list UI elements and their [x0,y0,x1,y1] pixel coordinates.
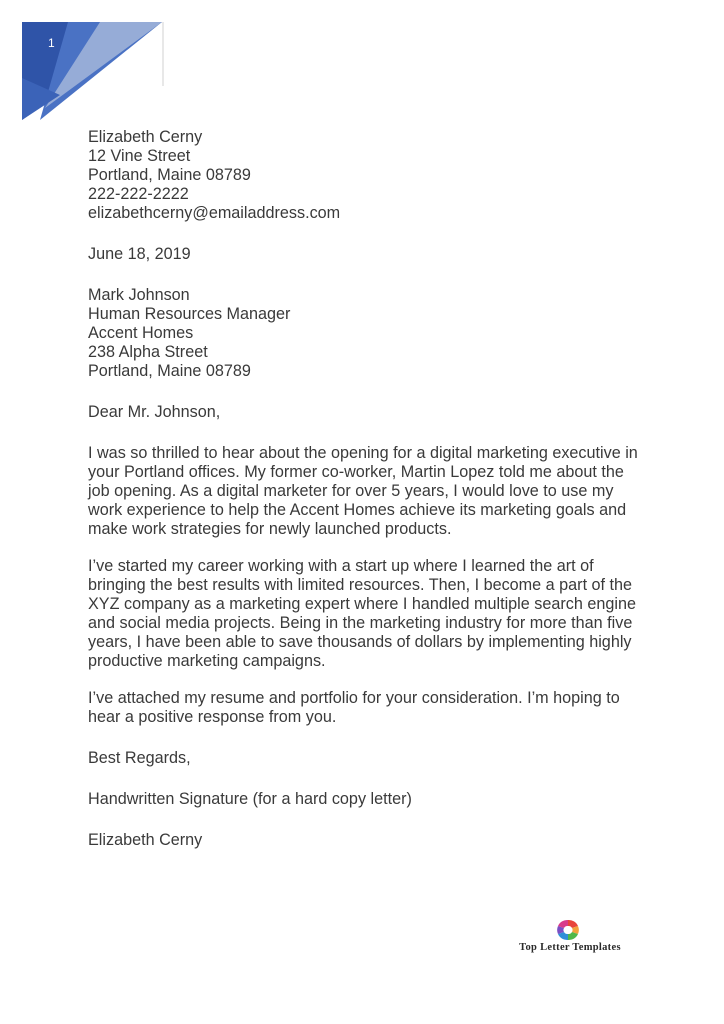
body-paragraph-1: I was so thrilled to hear about the opening for a digital marketing executive in your Portland offices. My former co-worker, Martin Lopez told me about the job opening. As a digital marketer for over 5 years, I would love to use my work experience to help the Accent Homes achieve its marketing goals and make work strategies for newly launched products. [88,444,638,538]
recipient-name: Mark Johnson [88,286,190,304]
recipient-city: Portland, Maine 08789 [88,362,251,380]
sender-name: Elizabeth Cerny [88,128,203,146]
sender-phone: 222-222-2222 [88,185,189,203]
shutter-logo-icon [551,918,585,942]
logo-text: Top Letter Templates [519,942,621,953]
footer-logo [500,918,640,958]
recipient-title: Human Resources Manager [88,305,291,323]
corner-decoration [0,0,170,130]
salutation: Dear Mr. Johnson, [88,403,221,421]
recipient-address [88,286,648,381]
recipient-company: Accent Homes [88,324,194,342]
closing: Best Regards, [88,749,191,767]
letter-body [88,128,648,850]
sender-city: Portland, Maine 08789 [88,166,251,184]
sender-email: elizabethcerny@emailaddress.com [88,204,341,222]
signature-note: Handwritten Signature (for a hard copy letter) [88,790,412,808]
letter-date: June 18, 2019 [88,245,191,263]
body-paragraph-2: I’ve started my career working with a start up where I learned the art of bringing the best results with limited resources. Then, I become a part of the XYZ company as a marketing expert where I handled multiple search engine and social media projects. Being in the marketing industry for more than five years, I have been able to save thousands of dollars by implementing highly productive marketing campaigns. [88,557,636,670]
signature-name: Elizabeth Cerny [88,831,203,849]
recipient-street: 238 Alpha Street [88,343,208,361]
page-number: 1 [48,36,55,50]
sender-street: 12 Vine Street [88,147,191,165]
sender-address [88,128,648,223]
body-paragraph-3: I’ve attached my resume and portfolio for your consideration. I’m hoping to hear a positive response from you. [88,689,620,726]
